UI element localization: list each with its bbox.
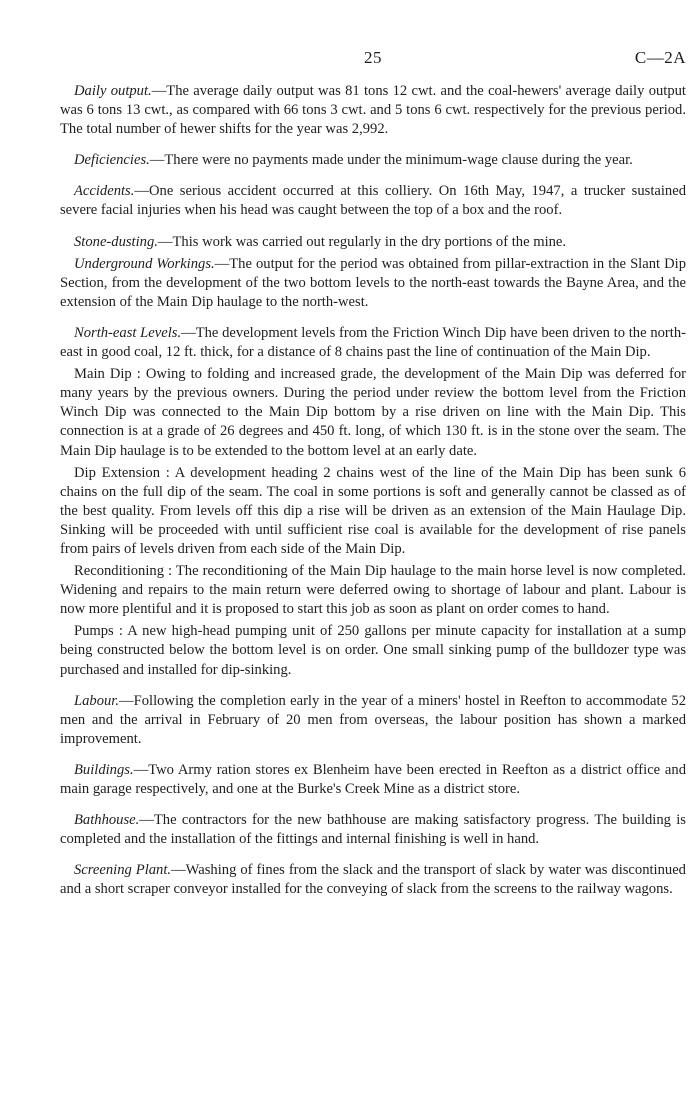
paragraph-heading: Dip Extension : — [74, 464, 170, 481]
paragraph-labour — [60, 692, 686, 749]
page-header — [60, 48, 686, 82]
paragraph-text: The reconditioning of the Main Dip haulage to the main horse level is now completed. Widening and repairs to the main return were deferred owing to shortage of labour and plant. Labour is now more plentiful and it is proposed to start this job as soon as plant on order comes to hand. — [60, 563, 686, 618]
document-page — [60, 48, 686, 911]
paragraph-north-east-levels — [60, 324, 686, 362]
paragraph-heading: Buildings. — [74, 761, 134, 778]
paragraph-heading: Bathhouse. — [74, 812, 140, 829]
paragraph-underground-workings — [60, 255, 686, 312]
paragraph-text: A new high-head pumping unit of 250 gallons per minute capacity for installation at a sump being constructed below the bottom level is on order. One small sinking pump of the bulldozer type was purchased and installed for dip-sinking. — [60, 623, 686, 678]
paragraph-reconditioning — [60, 562, 686, 619]
paragraph-heading: Accidents. — [74, 183, 135, 200]
paragraph-text: —One serious accident occurred at this colliery. On 16th May, 1947, a trucker sustained severe facial injuries when his head was caught between the top of a box and the roof. — [60, 183, 686, 219]
paragraph-heading: Underground Workings. — [74, 255, 215, 272]
paragraph-bathhouse — [60, 811, 686, 849]
paragraph-text: —There were no payments made under the minimum-wage clause during the year. — [149, 152, 633, 169]
paragraph-heading: Main Dip : — [74, 366, 141, 383]
paragraph-accidents — [60, 182, 686, 220]
paragraph-text: A development heading 2 chains west of the line of the Main Dip has been sunk 6 chains on the full dip of the seam. The coal in some portions is soft and generally cannot be classed as of the best quality. From levels off this dip a rise will be driven as an extension of the Main Haulage Dip. Sinking will be proceeded with until sufficient rise coal is available for the development of rise panels from pairs of levels driven from each side of the Main Dip. — [60, 464, 686, 557]
paragraph-pumps — [60, 622, 686, 679]
paragraph-dip-extension — [60, 464, 686, 559]
paragraph-text: —The development levels from the Friction Winch Dip have been driven to the north-east in good coal, 12 ft. thick, for a distance of 8 chains past the line of continuation of the Main Dip. — [60, 324, 686, 361]
paragraph-deficiencies — [60, 151, 686, 170]
paragraph-heading: Reconditioning : — [74, 563, 173, 580]
paragraph-heading: Labour. — [74, 692, 120, 709]
paragraph-text: —The contractors for the new bathhouse are making satisfactory progress. The building is completed and the installation of the fittings and internal finishing is well in hand. — [60, 812, 686, 848]
paragraph-text: —This work was carried out regularly in the dry portions of the mine. — [157, 233, 567, 250]
paragraph-buildings — [60, 761, 686, 799]
paragraph-heading: Daily output. — [74, 83, 152, 99]
paragraph-text: —The output for the period was obtained from pillar-extraction in the Slant Dip Section, from the development of the two bottom levels to the north-east towards the Bayne Area, and the extension of the Main Dip haulage to the north-west. — [60, 255, 687, 310]
paragraph-text: —Following the completion early in the year of a miners' hostel in Reefton to accommodate 52 men and the arrival in February of 20 men from overseas, the labour position has shown a marked improvement. — [60, 692, 686, 747]
paragraph-heading: Screening Plant. — [74, 862, 172, 879]
paragraph-text: —Two Army ration stores ex Blenheim have been erected in Reefton as a district office and main garage respectively, and one at the Burke's Creek Mine as a district store. — [60, 761, 686, 797]
page-number: 25 — [364, 48, 382, 67]
paragraph-text: —Washing of fines from the slack and the transport of slack by water was discontinued and a short scraper conveyor installed for the conveying of slack from the screens to the railway wagons. — [60, 862, 686, 898]
paragraph-heading: Pumps : — [74, 623, 123, 640]
paragraph-heading: Deficiencies. — [74, 152, 150, 169]
paragraph-text: Owing to folding and increased grade, the development of the Main Dip was deferred for many years by the previous owners. During the period under review the bottom level from the Friction Winch Dip was connected to the Main Dip bottom by a rise driven on line with the Main Dip. This connection is at a grade of 26 degrees and 450 ft. long, of which 130 ft. is in the stone over the seam. The Main Dip haulage is to be extended to the bottom level at an early date. — [60, 366, 686, 459]
paragraph-daily-output — [60, 82, 686, 139]
paragraph-stone-dusting — [60, 233, 686, 252]
paragraph-screening-plant — [60, 861, 686, 899]
paragraph-heading: Stone-dusting. — [74, 233, 158, 250]
paragraph-heading: North-east Levels. — [74, 324, 182, 341]
paragraph-text: —The average daily output was 81 tons 12 cwt. and the coal-hewers' average daily output was 6 tons 13 cwt., as compared with 66 tons 3 cwt. and 5 tons 6 cwt. respectively for the previous period. The total number of hewer shifts for the year was 2,992. — [60, 83, 686, 138]
paragraph-main-dip — [60, 365, 686, 460]
document-code: C—2A — [634, 48, 686, 67]
